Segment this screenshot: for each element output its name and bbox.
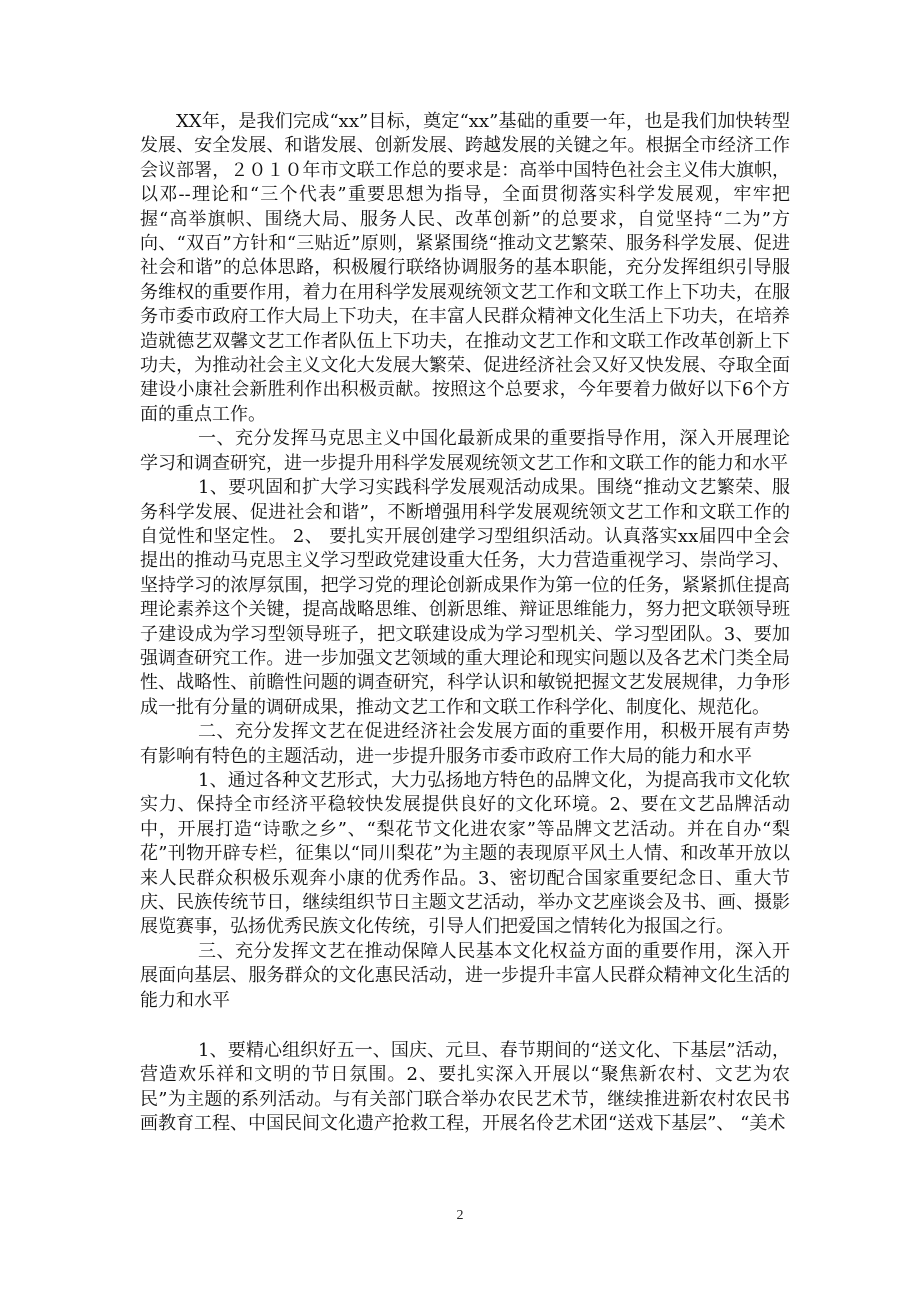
section-2-body: 1、通过各种文艺形式，大力弘扬地方特色的品牌文化，为提高我市文化软实力、保持全市经济平稳较快发展提供良好的文化环境。2、要在文艺品牌活动中，开展打造“诗歌之乡”、“梨花节文化进农家”等品牌文艺活动。并在自办“梨花”刊物开辟专栏，征集以“同川梨花”为主题的表现原平风土人情、和改革开放以来人民群众积极乐观奔小康的优秀作品。3、密切配合国家重要纪念日、重大节庆、民族传统节日，继续组织节日主题文艺活动，举办文艺座谈会及书、画、摄影展览赛事，弘扬优秀民族文化传统，引导人们把爱国之情转化为报国之行。 xyxy=(140,769,790,938)
section-heading-2: 二、充分发挥文艺在促进经济社会发展方面的重要作用，积极开展有声势有影响有特色的主题活动，进一步提升服务市委市政府工作大局的能力和水平 xyxy=(140,721,790,767)
paragraph-spacer xyxy=(140,1013,790,1039)
intro-paragraph: XX年，是我们完成“xx”目标，奠定“xx”基础的重要一年，也是我们加快转型发展、安全发展、和谐发展、创新发展、跨越发展的关键之年。根据全市经济工作会议部署，２０１０年市文联工作总的要求是：高举中国特色社会主义伟大旗帜，以邓--理论和“三个代表”重要思想为指导，全面贯彻落实科学发展观，牢牢把握“高举旗帜、围绕大局、服务人民、改革创新”的总要求，自觉坚持“二为”方向、“双百”方针和“三贴近”原则，紧紧围绕“推动文艺繁荣、服务科学发展、促进社会和谐”的总体思路，积极履行联络协调服务的基本职能，充分发挥组织引导服务维权的重要作用，着力在用科学发展观统领文艺工作和文联工作上下功夫，在服务市委市政府工作大局上下功夫，在丰富人民群众精神文化生活上下功夫，在培养造就德艺双馨文艺工作者队伍上下功夫，在推动文艺工作和文联工作改革创新上下功夫，为推动社会主义文化大发展大繁荣、促进经济社会又好又快发展、夺取全面建设小康社会新胜利作出积极贡献。按照这个总要求，今年要着力做好以下6个方面的重点工作。 xyxy=(140,111,790,425)
document-body xyxy=(140,110,790,1137)
section-heading-3: 三、充分发挥文艺在推动保障人民基本文化权益方面的重要作用，深入开展面向基层、服务群众的文化惠民活动，进一步提升丰富人民群众精神文化生活的能力和水平 xyxy=(140,940,790,1011)
section-3-body: 1、要精心组织好五一、国庆、元旦、春节期间的“送文化、下基层”活动，营造欢乐祥和文明的节日氛围。2、要扎实深入开展以“聚焦新农村、文艺为农民”为主题的系列活动。与有关部门联合举办农民艺术节，继续推进新农村农民书画教育工程、中国民间文化遗产抢救工程，开展名伶艺术团“送戏下基层”、 “美术 xyxy=(140,1040,790,1135)
section-1-body: 1、要巩固和扩大学习实践科学发展观活动成果。围绕“推动文艺繁荣、服务科学发展、促进社会和谐”，不断增强用科学发展观统领文艺工作和文联工作的自觉性和坚定性。 2、 要扎实开展创建学习型组织活动。认真落实xx届四中全会提出的推动马克思主义学习型政党建设重大任务，大力营造重视学习、崇尚学习、坚持学习的浓厚氛围，把学习党的理论创新成果作为第一位的任务，紧紧抓住提高理论素养这个关键，提高战略思维、创新思维、辩证思维能力，努力把文联领导班子建设成为学习型领导班子，把文联建设成为学习型机关、学习型团队。3、要加强调查研究工作。进一步加强文艺领域的重大理论和现实问题以及各艺术门类全局性、战略性、前瞻性问题的调查研究，科学认识和敏锐把握文艺发展规律，力争形成一批有分量的调研成果，推动文艺工作和文联工作科学化、制度化、规范化。 xyxy=(140,477,790,718)
page-number: 2 xyxy=(456,1208,464,1223)
section-heading-1: 一、充分发挥马克思主义中国化最新成果的重要指导作用，深入开展理论学习和调查研究，进一步提升用科学发展观统领文艺工作和文联工作的能力和水平 xyxy=(140,428,790,474)
